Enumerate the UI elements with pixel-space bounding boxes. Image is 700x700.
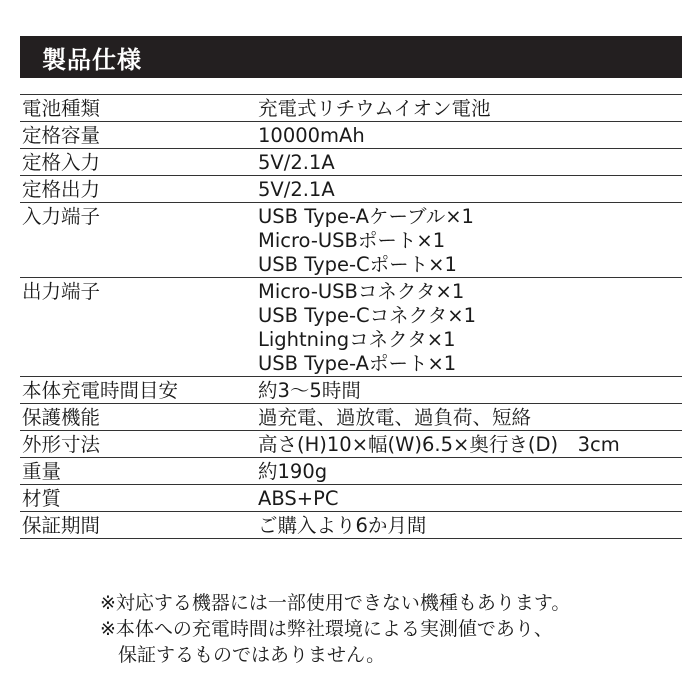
spec-value-line: Lightningコネクタ×1	[258, 328, 456, 351]
table-row	[20, 431, 682, 458]
note-charge-time: ※本体への充電時間は弊社環境による実測値であり、	[100, 618, 553, 640]
spec-value-line: Micro-USBコネクタ×1	[258, 280, 465, 303]
table-row	[20, 377, 682, 404]
spec-label: 外形寸法	[20, 431, 258, 458]
table-row	[20, 458, 682, 485]
spec-label: 定格出力	[20, 176, 258, 203]
spec-label: 定格入力	[20, 149, 258, 176]
spec-value	[258, 278, 682, 377]
spec-value-line: 約3～5時間	[258, 379, 361, 402]
spec-value	[258, 95, 682, 122]
spec-value-line: 充電式リチウムイオン電池	[258, 97, 491, 120]
spec-value	[258, 458, 682, 485]
spec-value	[258, 512, 682, 539]
spec-value	[258, 404, 682, 431]
table-row	[20, 203, 682, 278]
spec-value-line: USB Type-Cコネクタ×1	[258, 304, 477, 327]
spec-label: 電池種類	[20, 95, 258, 122]
table-row	[20, 512, 682, 539]
spec-value-line: 5V/2.1A	[258, 151, 335, 174]
table-row	[20, 149, 682, 176]
note-compatibility: ※対応する機器には一部使用できない機種もあります。	[100, 592, 571, 614]
spec-value-line: 過充電、過放電、過負荷、短絡	[258, 406, 532, 429]
spec-value-line: USB Type-Aケーブル×1	[258, 205, 474, 228]
spec-title: 製品仕様	[42, 45, 142, 74]
spec-label: 出力端子	[20, 278, 258, 377]
spec-value-line: 10000mAh	[258, 124, 365, 147]
spec-value-line: Micro-USBポート×1	[258, 229, 446, 252]
spec-value	[258, 203, 682, 278]
spec-value	[258, 122, 682, 149]
spec-label: 保証期間	[20, 512, 258, 539]
spec-value-line: 約190g	[258, 460, 328, 483]
spec-value	[258, 431, 682, 458]
spec-label: 材質	[20, 485, 258, 512]
spec-value	[258, 485, 682, 512]
spec-value-line: 5V/2.1A	[258, 178, 335, 201]
notes	[100, 590, 570, 668]
spec-value-line: 高さ(H)10×幅(W)6.5×奥行き(D) 3cm	[258, 433, 620, 456]
spec-label: 保護機能	[20, 404, 258, 431]
spec-value	[258, 377, 682, 404]
table-row	[20, 404, 682, 431]
spec-label: 定格容量	[20, 122, 258, 149]
spec-label: 重量	[20, 458, 258, 485]
table-row	[20, 95, 682, 122]
spec-value	[258, 149, 682, 176]
spec-header-bar	[20, 36, 682, 78]
table-row	[20, 485, 682, 512]
spec-value-line: ABS+PC	[258, 487, 339, 510]
spec-value	[258, 176, 682, 203]
table-row	[20, 176, 682, 203]
spec-value-line: USB Type-Aポート×1	[258, 352, 457, 375]
table-row	[20, 278, 682, 377]
spec-label: 本体充電時間目安	[20, 377, 258, 404]
table-row	[20, 122, 682, 149]
spec-table	[20, 94, 682, 539]
spec-value-line: ご購入より6か月間	[258, 514, 427, 537]
spec-label: 入力端子	[20, 203, 258, 278]
spec-value-line: USB Type-Cポート×1	[258, 253, 457, 276]
note-charge-time-continued: 保証するものではありません。	[118, 644, 386, 666]
